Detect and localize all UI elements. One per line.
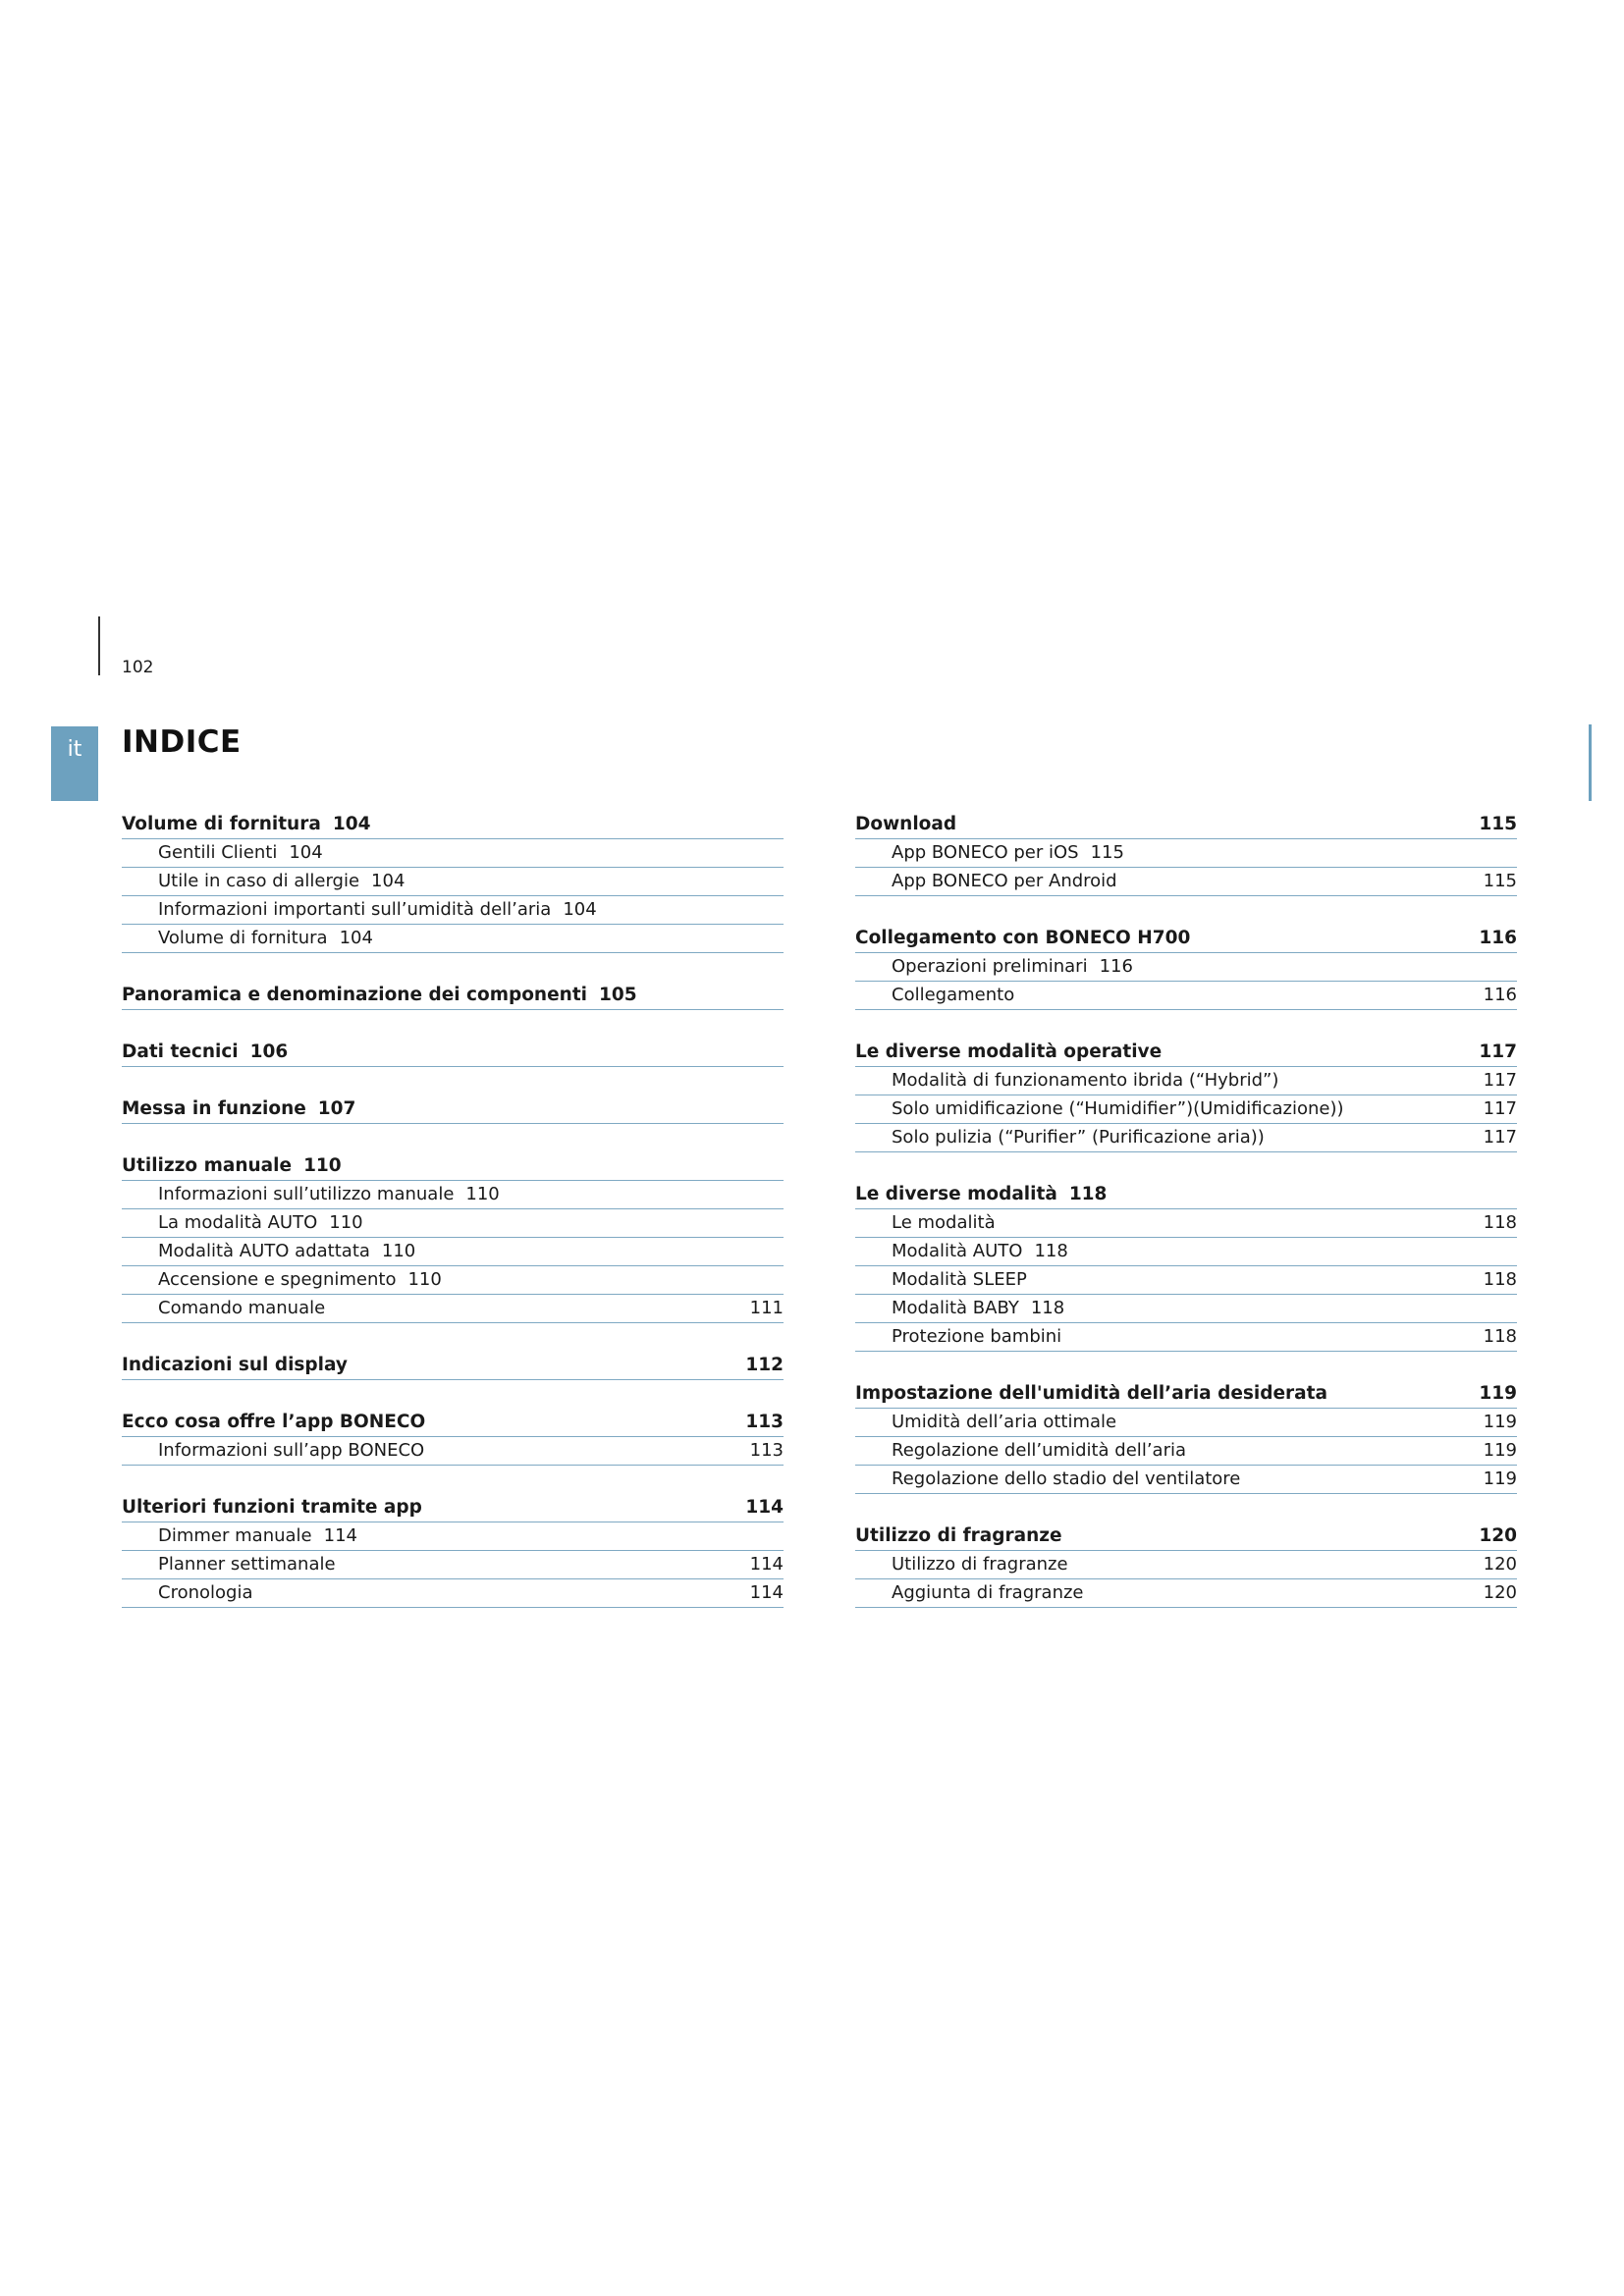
- toc-section-heading[interactable]: [855, 1380, 1517, 1409]
- toc-entry[interactable]: [122, 839, 784, 868]
- toc-page-number: 113: [749, 1440, 784, 1461]
- toc-page-number: 116: [1483, 985, 1517, 1005]
- toc-page-number: 116: [1479, 928, 1517, 948]
- toc-page-number: 104: [371, 871, 406, 891]
- toc-entry[interactable]: [855, 1095, 1517, 1124]
- toc-page-number: 114: [323, 1525, 357, 1546]
- toc-entry-label: Cronologia: [158, 1582, 253, 1603]
- toc-entry-label: Modalità di funzionamento ibrida (“Hybrid”): [892, 1070, 1279, 1091]
- toc-section: [855, 811, 1517, 896]
- toc-page-number: 110: [329, 1212, 363, 1233]
- toc-entry[interactable]: [855, 1295, 1517, 1323]
- toc-section-heading[interactable]: [122, 1409, 784, 1437]
- toc-section: [855, 1181, 1517, 1352]
- toc-section: [122, 1352, 784, 1380]
- toc-section: [855, 1522, 1517, 1608]
- toc-page-number: 114: [745, 1497, 784, 1518]
- language-tab: it: [51, 726, 98, 801]
- toc-page-number: 107: [317, 1098, 356, 1119]
- toc-section-heading[interactable]: [122, 811, 784, 839]
- toc-page-number: 119: [1483, 1468, 1517, 1489]
- toc-page-number: 118: [1034, 1241, 1068, 1261]
- toc-entry-label: Dimmer manuale: [158, 1525, 312, 1546]
- toc-entry[interactable]: [122, 896, 784, 925]
- toc-entry[interactable]: [122, 1238, 784, 1266]
- toc-section: [122, 1409, 784, 1466]
- toc-page-number: 116: [1099, 956, 1133, 977]
- toc-page-number: 120: [1483, 1582, 1517, 1603]
- toc-entry[interactable]: [855, 1437, 1517, 1466]
- toc-entry[interactable]: [122, 1551, 784, 1579]
- toc-page-number: 111: [749, 1298, 784, 1318]
- toc-entry-label: Modalità SLEEP: [892, 1269, 1027, 1290]
- toc-section: [122, 1152, 784, 1323]
- toc-page-number: 110: [303, 1155, 342, 1176]
- toc-section-label: Impostazione dell'umidità dell’aria desiderata: [855, 1383, 1327, 1404]
- toc-entry[interactable]: [855, 982, 1517, 1010]
- toc-entry[interactable]: [855, 1551, 1517, 1579]
- toc-entry-label: Informazioni importanti sull’umidità dell’aria: [158, 899, 552, 920]
- toc-entry-label: Aggiunta di fragranze: [892, 1582, 1084, 1603]
- toc-entry[interactable]: [122, 925, 784, 953]
- toc-entry-label: Gentili Clienti: [158, 842, 278, 863]
- toc-entry-label: Solo umidificazione (“Humidifier”)(Umidificazione)): [892, 1098, 1344, 1119]
- toc-section: [122, 1039, 784, 1067]
- toc-section-label: Ecco cosa offre l’app BONECO: [122, 1412, 426, 1432]
- toc-section-heading[interactable]: [855, 811, 1517, 839]
- toc-entry-label: Modalità BABY: [892, 1298, 1019, 1318]
- toc-entry[interactable]: [122, 1579, 784, 1608]
- page-number-rule: [98, 616, 100, 675]
- toc-entry-label: Operazioni preliminari: [892, 956, 1088, 977]
- toc-page-number: 104: [339, 928, 373, 948]
- toc-entry[interactable]: [855, 953, 1517, 982]
- toc-section-label: Utilizzo di fragranze: [855, 1525, 1062, 1546]
- toc-page-number: 119: [1483, 1412, 1517, 1432]
- toc-page-number: 114: [749, 1582, 784, 1603]
- toc-entry-label: Collegamento: [892, 985, 1015, 1005]
- toc-section-label: Utilizzo manuale: [122, 1155, 293, 1176]
- toc-entry[interactable]: [855, 1124, 1517, 1152]
- toc-right-column: [855, 811, 1517, 1636]
- toc-page-number: 113: [745, 1412, 784, 1432]
- toc-section-label: Indicazioni sul display: [122, 1355, 348, 1375]
- toc-section-label: Panoramica e denominazione dei componenti: [122, 985, 587, 1005]
- toc-page-number: 119: [1479, 1383, 1517, 1404]
- toc-entry[interactable]: [855, 839, 1517, 868]
- toc-entry[interactable]: [855, 1067, 1517, 1095]
- toc-entry[interactable]: [855, 1238, 1517, 1266]
- toc-entry-label: Utilizzo di fragranze: [892, 1554, 1068, 1575]
- toc-section: [855, 1039, 1517, 1152]
- toc-section-heading[interactable]: [122, 1352, 784, 1380]
- toc-page-number: 117: [1483, 1070, 1517, 1091]
- right-margin-marker: [1589, 724, 1592, 801]
- toc-entry-label: Comando manuale: [158, 1298, 326, 1318]
- toc-entry[interactable]: [855, 1209, 1517, 1238]
- toc-page-number: 117: [1483, 1127, 1517, 1148]
- toc-entry-label: Umidità dell’aria ottimale: [892, 1412, 1117, 1432]
- toc-entry-label: Volume di fornitura: [158, 928, 328, 948]
- toc-entry-label: Accensione e spegnimento: [158, 1269, 397, 1290]
- toc-page-number: 106: [249, 1041, 289, 1062]
- toc-section-heading[interactable]: [122, 1095, 784, 1124]
- toc-page-number: 115: [1090, 842, 1124, 863]
- toc-page-number: 104: [332, 814, 371, 834]
- toc-page-number: 110: [407, 1269, 442, 1290]
- toc-entry[interactable]: [122, 1209, 784, 1238]
- toc-left-column: [122, 811, 784, 1636]
- toc-page-number: 104: [563, 899, 597, 920]
- toc-section-heading[interactable]: [122, 982, 784, 1010]
- toc-section-label: Dati tecnici: [122, 1041, 239, 1062]
- toc-page-number: 112: [745, 1355, 784, 1375]
- toc-section-heading[interactable]: [855, 1039, 1517, 1067]
- toc-page-number: 105: [599, 985, 637, 1005]
- toc-entry-label: Solo pulizia (“Purifier” (Purificazione aria)): [892, 1127, 1265, 1148]
- toc-page-number: 119: [1483, 1440, 1517, 1461]
- toc-entry[interactable]: [855, 1266, 1517, 1295]
- toc-entry-label: Planner settimanale: [158, 1554, 336, 1575]
- toc-entry-label: App BONECO per iOS: [892, 842, 1079, 863]
- toc-page-number: 118: [1030, 1298, 1065, 1318]
- page-title: INDICE: [122, 724, 242, 760]
- toc-section-label: Ulteriori funzioni tramite app: [122, 1497, 422, 1518]
- toc-section: [855, 925, 1517, 1010]
- toc-section: [122, 1494, 784, 1608]
- toc-section: [855, 1380, 1517, 1494]
- page-number: 102: [122, 658, 154, 677]
- toc-page-number: 118: [1068, 1184, 1108, 1204]
- toc-entry[interactable]: [122, 1266, 784, 1295]
- toc-entry-label: App BONECO per Android: [892, 871, 1117, 891]
- toc-entry-label: Informazioni sull’utilizzo manuale: [158, 1184, 455, 1204]
- toc-entry[interactable]: [122, 1522, 784, 1551]
- toc-entry[interactable]: [855, 1323, 1517, 1352]
- toc-section: [122, 1095, 784, 1124]
- toc-entry-label: Regolazione dell’umidità dell’aria: [892, 1440, 1186, 1461]
- toc-section-label: Messa in funzione: [122, 1098, 306, 1119]
- toc-entry[interactable]: [122, 868, 784, 896]
- toc-entry[interactable]: [855, 1466, 1517, 1494]
- toc-section-heading[interactable]: [122, 1039, 784, 1067]
- toc-section: [122, 811, 784, 953]
- toc-section-label: Le diverse modalità operative: [855, 1041, 1163, 1062]
- toc-page-number: 115: [1479, 814, 1517, 834]
- toc-section-label: Volume di fornitura: [122, 814, 321, 834]
- toc-page-number: 120: [1483, 1554, 1517, 1575]
- toc-page-number: 118: [1483, 1269, 1517, 1290]
- toc-entry-label: Le modalità: [892, 1212, 996, 1233]
- toc-page-number: 117: [1483, 1098, 1517, 1119]
- toc-entry-label: La modalità AUTO: [158, 1212, 318, 1233]
- toc-page-number: 104: [289, 842, 323, 863]
- toc-section-heading[interactable]: [855, 1181, 1517, 1209]
- toc-entry-label: Protezione bambini: [892, 1326, 1062, 1347]
- toc-section-heading[interactable]: [122, 1152, 784, 1181]
- toc-entry[interactable]: [855, 1579, 1517, 1608]
- toc-entry[interactable]: [855, 868, 1517, 896]
- toc-section-label: Le diverse modalità: [855, 1184, 1057, 1204]
- toc-section-heading[interactable]: [122, 1494, 784, 1522]
- toc-page-number: 110: [381, 1241, 416, 1261]
- toc-section-heading[interactable]: [855, 1522, 1517, 1551]
- toc-page-number: 120: [1479, 1525, 1517, 1546]
- toc-entry[interactable]: [855, 1409, 1517, 1437]
- toc-entry-label: Utile in caso di allergie: [158, 871, 360, 891]
- toc-entry-label: Regolazione dello stadio del ventilatore: [892, 1468, 1241, 1489]
- toc-entry[interactable]: [122, 1181, 784, 1209]
- toc-section-label: Collegamento con BONECO H700: [855, 928, 1191, 948]
- toc-entry-label: Modalità AUTO: [892, 1241, 1023, 1261]
- toc-page-number: 115: [1483, 871, 1517, 891]
- toc-section: [122, 982, 784, 1010]
- toc-entry-label: Informazioni sull’app BONECO: [158, 1440, 425, 1461]
- toc-section-label: Download: [855, 814, 957, 834]
- toc-page-number: 110: [465, 1184, 500, 1204]
- toc-section-heading[interactable]: [855, 925, 1517, 953]
- toc-page-number: 118: [1483, 1326, 1517, 1347]
- toc-page-number: 117: [1479, 1041, 1517, 1062]
- toc-page-number: 114: [749, 1554, 784, 1575]
- toc-entry[interactable]: [122, 1437, 784, 1466]
- toc-entry[interactable]: [122, 1295, 784, 1323]
- toc-entry-label: Modalità AUTO adattata: [158, 1241, 370, 1261]
- toc-page-number: 118: [1483, 1212, 1517, 1233]
